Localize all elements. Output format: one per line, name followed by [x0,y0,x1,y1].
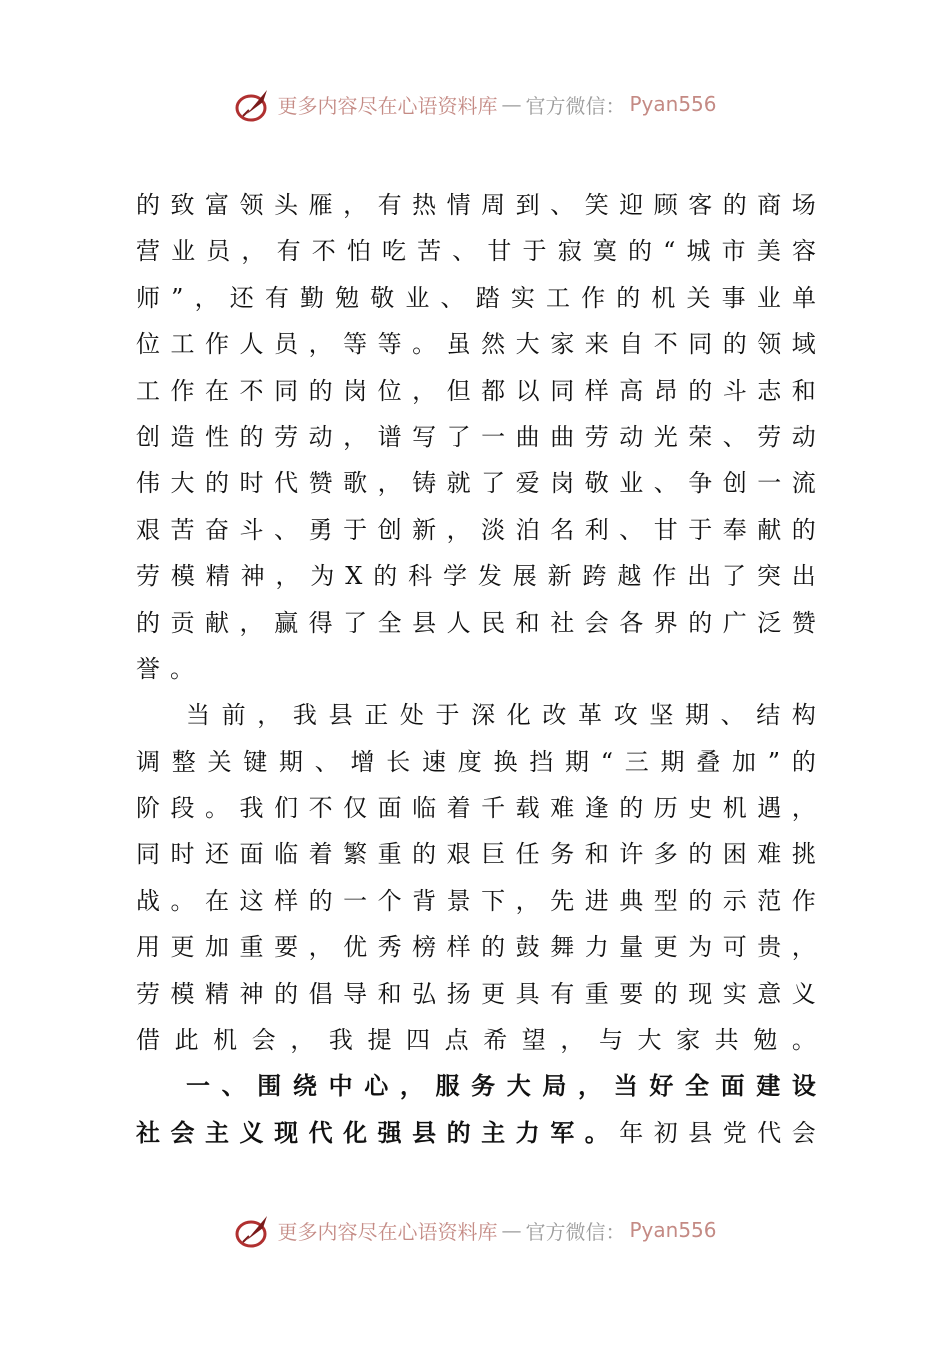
text-line: 营 业 员 ， 有 不 怕 吃 苦 、 甘 于 寂 寞 的 “ 城 市 美 容 [136,237,816,266]
section-heading-line-2: 社 会 主 义 现 代 化 强 县 的 主 力 军 。 年 初 县 党 代 会 [136,1118,816,1147]
quill-logo-icon [233,84,273,124]
text-line: 劳 模 精 神 ， 为 X 的 科 学 发 展 新 跨 越 作 出 了 突 出 [136,562,816,591]
text-line: 战 。 在 这 样 的 一 个 背 景 下 ， 先 进 典 型 的 示 范 作 [136,886,816,915]
text-line: 师 ” ， 还 有 勤 勉 敬 业 、 踏 实 工 作 的 机 关 事 业 单 [136,283,816,312]
watermark-wechat-id: Pyan556 [629,92,717,116]
text-line: 当 前 ， 我 县 正 处 于 深 化 改 革 攻 坚 期 、 结 构 [186,701,816,730]
text-line: 借 此 机 会 ， 我 提 四 点 希 望 ， 与 大 家 共 勉 。 [136,1026,816,1055]
watermark-main-text: 更多内容尽在心语资料库 [277,1219,498,1244]
quill-logo-icon [233,1210,273,1250]
watermark-dash: — [501,1218,522,1242]
watermark-main-text: 更多内容尽在心语资料库 [277,93,498,118]
watermark-footer [0,1210,950,1250]
text-line: 阶 段 。 我 们 不 仅 面 临 着 千 载 难 逢 的 历 史 机 遇 ， [136,794,816,823]
paragraph-lines [136,182,816,1063]
text-line: 誉 。 [136,654,194,683]
text-line: 同 时 还 面 临 着 繁 重 的 艰 巨 任 务 和 许 多 的 困 难 挑 [136,840,816,869]
text-line: 伟 大 的 时 代 赞 歌 ， 铸 就 了 爱 岗 敬 业 、 争 创 一 流 [136,469,816,498]
text-line: 用 更 加 重 要 ， 优 秀 榜 样 的 鼓 舞 力 量 更 为 可 贵 ， [136,933,816,962]
text-line: 工 作 在 不 同 的 岗 位 ， 但 都 以 同 样 高 昂 的 斗 志 和 [136,376,816,405]
watermark-contact-label: 官方微信： [525,1219,626,1244]
watermark-header [0,84,950,124]
text-line: 艰 苦 奋 斗 、 勇 于 创 新 ， 淡 泊 名 利 、 甘 于 奉 献 的 [136,515,816,544]
text-line: 调 整 关 键 期 、 增 长 速 度 换 挡 期 “ 三 期 叠 加 ” 的 [136,747,816,776]
watermark-wechat-id: Pyan556 [629,1218,717,1242]
section-heading-line-1: 一 、 围 绕 中 心 ， 服 务 大 局 ， 当 好 全 面 建 设 [186,1072,816,1101]
text-line: 劳 模 精 神 的 倡 导 和 弘 扬 更 具 有 重 要 的 现 实 意 义 [136,979,816,1008]
text-line: 的 致 富 领 头 雁 ， 有 热 情 周 到 、 笑 迎 顾 客 的 商 场 [136,191,816,219]
watermark-contact-label: 官方微信： [525,93,626,118]
watermark-dash: — [501,92,522,116]
document-body [136,182,816,1156]
text-line: 的 贡 献 ， 赢 得 了 全 县 人 民 和 社 会 各 界 的 广 泛 赞 [136,608,816,637]
text-line: 位 工 作 人 员 ， 等 等 。 虽 然 大 家 来 自 不 同 的 领 域 [136,330,816,359]
text-line: 创 造 性 的 劳 动 ， 谱 写 了 一 曲 曲 劳 动 光 荣 、 劳 动 [136,422,816,451]
